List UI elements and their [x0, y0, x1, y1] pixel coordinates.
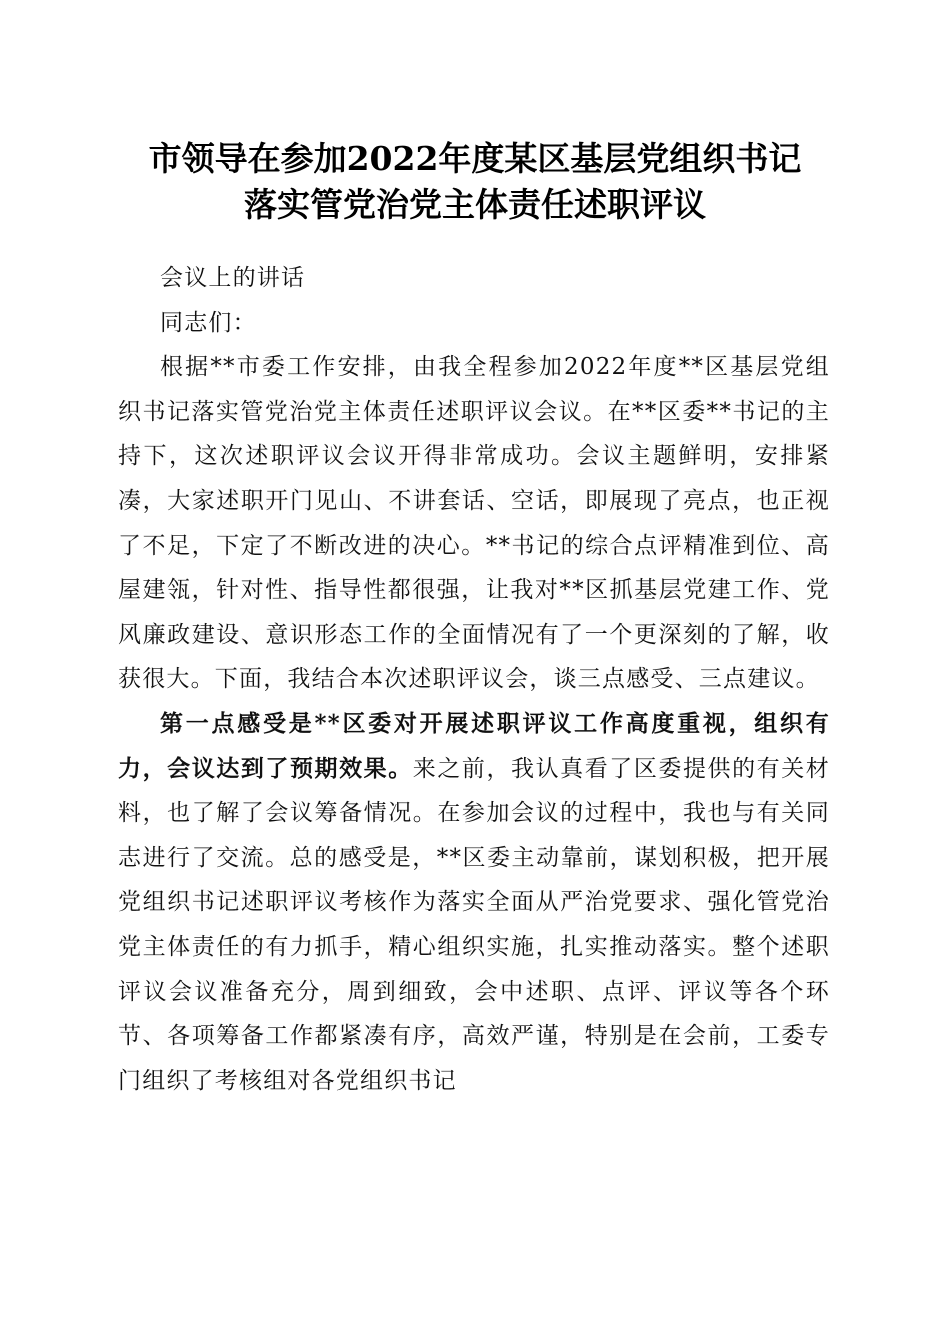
salutation-paragraph: 同志们：	[160, 309, 257, 336]
paragraph-2-body: 来之前，我认真看了区委提供的有关材料，也了解了会议筹备情况。在参加会议的过程中，我也与有关同志进行了交流。总的感受是，**区委主动靠前，谋划积极，把开展党组织书记述职评议考核作为落实全面从严治党要求、强化管党治党主体责任的有力抓手，精心组织实施，扎实推动落实。整个述职评议会议准备充分，周到细致，会中述职、点评、评议等各个环节、各项筹备工作都紧凑有序，高效严谨，特别是在会前，工委专门组织了考核组对各党组织书记	[118, 755, 831, 1094]
body-paragraph-2	[118, 702, 830, 1103]
body-paragraph-1: 根据**市委工作安排，由我全程参加2022年度**区基层党组织书记落实管党治党主体责任述职评议会议。在**区委**书记的主持下，这次述职评议会议开得非常成功。会议主题鲜明，安排紧凑，大家述职开门见山、不讲套话、空话，即展现了亮点，也正视了不足，下定了不断改进的决心。**书记的综合点评精准到位、高屋建瓴，针对性、指导性都很强，让我对**区抓基层党建工作、党风廉政建设、意识形态工作的全面情况有了一个更深刻的了解，收获很大。下面，我结合本次述职评议会，谈三点感受、三点建议。	[118, 354, 830, 693]
subtitle-paragraph: 会议上的讲话	[160, 265, 306, 291]
paragraph-2-lead-sentence: 第一点感受是**区委对开展述职评议工作高度重视，组织有力，会议达到了预期效果。	[118, 709, 830, 782]
document-title-line-1: 市领导在参加2022年度某区基层党组织书记	[148, 139, 802, 178]
document-body	[118, 256, 830, 1103]
document-title-line-2: 落实管党治党主体责任述职评议	[244, 185, 706, 224]
